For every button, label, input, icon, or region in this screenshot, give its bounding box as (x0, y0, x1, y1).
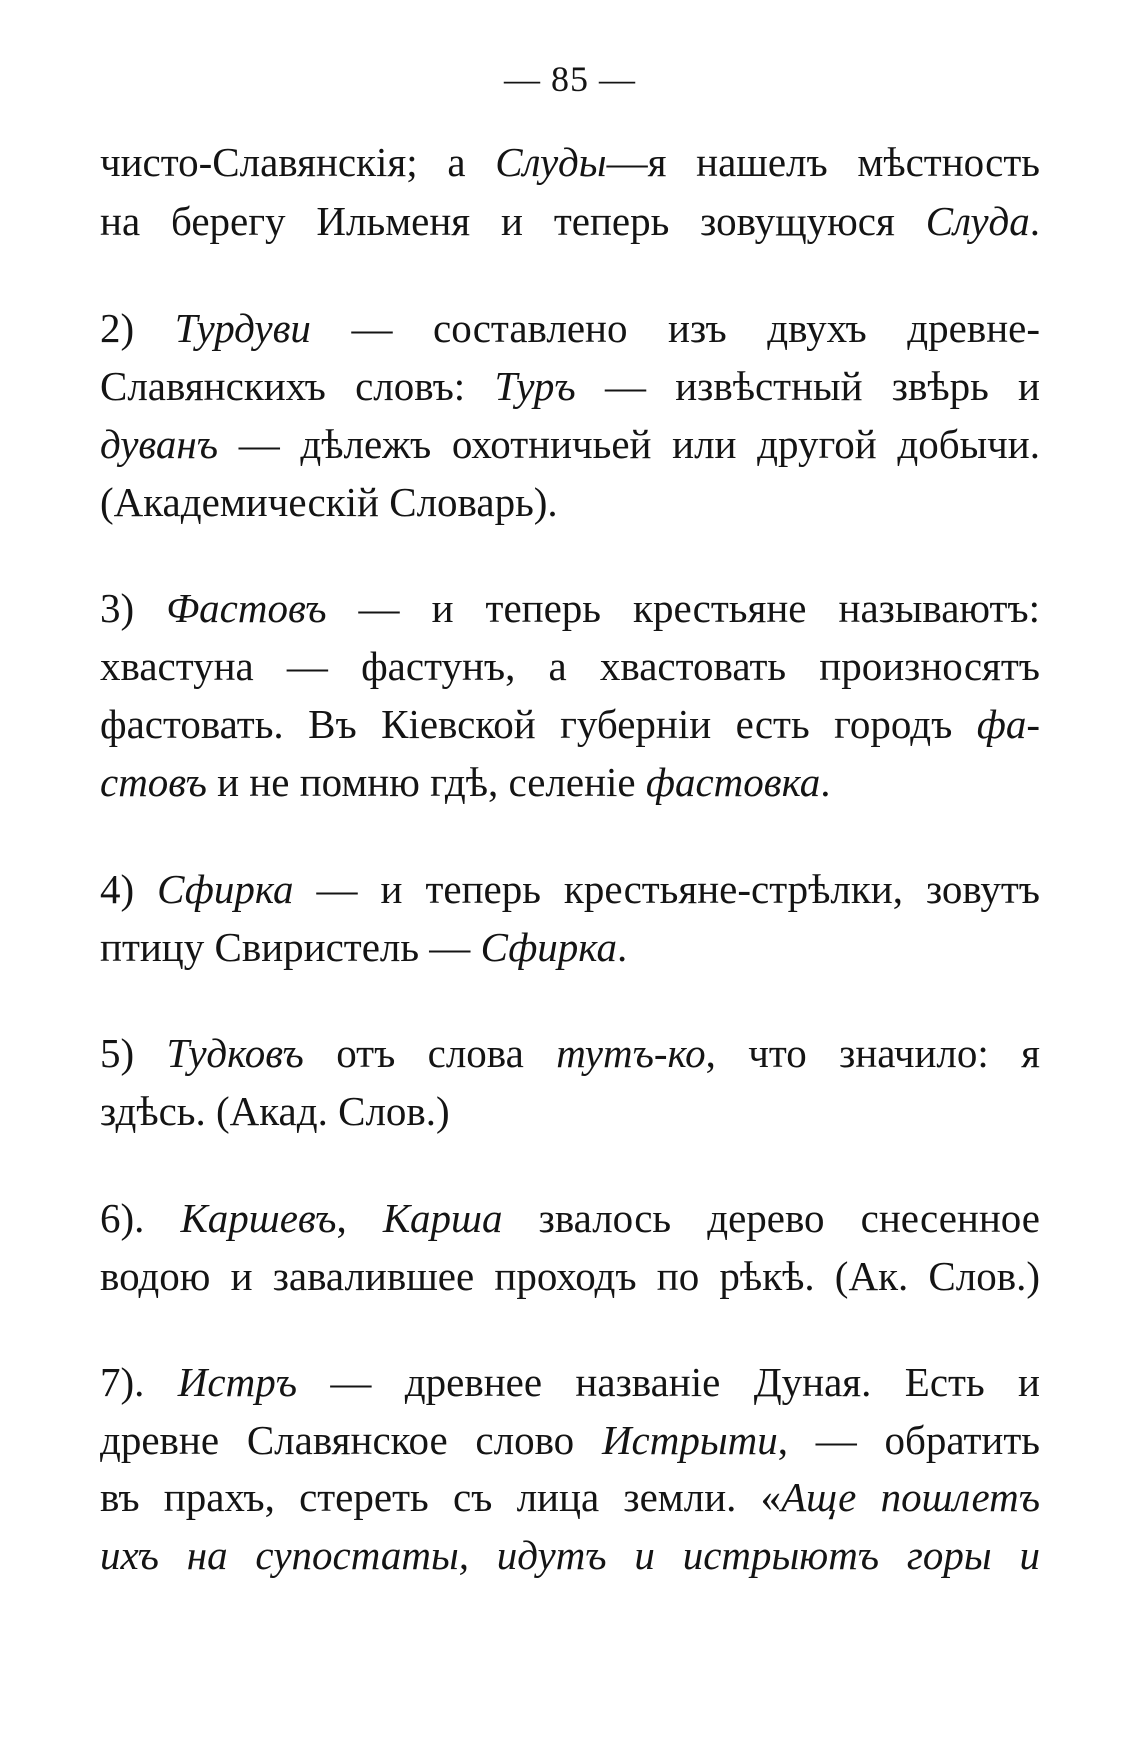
text-run: на берегу Ильменя и теперь зовущуюся (100, 198, 926, 244)
text-run: въ прахъ, стереть съ лица земли. « (100, 1474, 782, 1520)
italic-term: Каршевъ (180, 1195, 337, 1241)
italic-term: Турдуви (174, 305, 311, 351)
text-run: , — обратить (777, 1417, 1040, 1463)
text-run: — извѣстный звѣрь и (575, 363, 1040, 409)
italic-term: Слуды (495, 139, 607, 185)
italic-term: Истръ (177, 1359, 297, 1405)
italic-term: фастовка (645, 759, 821, 805)
text-run: водою и завалившее проходъ по рѣкѣ. (Ак. Слов.) (100, 1253, 1040, 1299)
text-run: — и теперь крестьяне-стрѣлки, зовутъ (293, 866, 1040, 912)
text-line (100, 861, 1040, 917)
text-run: звалось дерево снесенное (502, 1195, 1040, 1241)
text-run: — дѣлежъ охотничьей или другой добычи. (218, 421, 1040, 467)
text-run: древне Славянское слово (100, 1417, 602, 1463)
item-number: 6). (100, 1195, 181, 1241)
text-line (100, 1412, 1040, 1468)
italic-quote: ихъ на супостаты, идутъ и истрыютъ горы и (100, 1532, 1040, 1578)
text-line (100, 580, 1040, 636)
text-line (100, 1083, 1040, 1139)
italic-term: Слуда (925, 198, 1030, 244)
text-line (100, 1354, 1040, 1410)
text-run: здѣсь. (Акад. Слов.) (100, 1088, 450, 1134)
text-line (100, 416, 1040, 472)
text-run: Славянскихъ словъ: (100, 363, 495, 409)
italic-term: Фастовъ (166, 585, 327, 631)
text-run: чисто-Славянскія; а (100, 139, 496, 185)
text-line (100, 193, 1040, 249)
text-run: — составлено изъ двухъ древне- (310, 305, 1040, 351)
text-run: — древнее названіе Дуная. Есть и (297, 1359, 1040, 1405)
item-number: 7). (100, 1359, 178, 1405)
text-line (100, 754, 1040, 810)
italic-term: Сфирка (157, 866, 294, 912)
italic-term: стовъ (100, 759, 207, 805)
text-line (100, 300, 1040, 356)
text-run: . (1029, 198, 1040, 244)
italic-term: Аще пошлетъ (781, 1474, 1041, 1520)
text-line (100, 134, 1040, 190)
item-number: 4) (100, 866, 158, 912)
text-line (100, 1527, 1040, 1583)
italic-term: Сфирка (480, 924, 617, 970)
text-run: (Академическій Словарь). (100, 479, 558, 525)
italic-term: дуванъ (100, 421, 219, 467)
text-run: . (616, 924, 628, 970)
italic-term: Тудковъ (166, 1030, 304, 1076)
text-run: хвастуна — фастунъ, а хвастовать произносятъ (100, 643, 1040, 689)
italic-term: Истрыти (601, 1417, 778, 1463)
text-line (100, 474, 1040, 530)
text-run: , (336, 1195, 383, 1241)
page-number: — 85 — (504, 59, 636, 99)
text-line (100, 1025, 1040, 1081)
italic-term: фа- (976, 701, 1040, 747)
italic-term: Карша (382, 1195, 503, 1241)
text-line (100, 638, 1040, 694)
text-run: , что значило: я (705, 1030, 1040, 1076)
text-run: . (820, 759, 831, 805)
text-line (100, 1190, 1040, 1246)
italic-term: тутъ-ко (556, 1030, 706, 1076)
text-run: отъ слова (303, 1030, 557, 1076)
item-number: 2) (100, 305, 175, 351)
text-line (100, 696, 1040, 752)
text-line (100, 358, 1040, 414)
text-line (100, 1248, 1040, 1304)
italic-term: Туръ (494, 363, 576, 409)
text-run: и не помню гдѣ, селеніе (206, 759, 646, 805)
text-run: —я нашелъ мѣстность (606, 139, 1040, 185)
text-run: — и теперь крестьяне называютъ: (326, 585, 1040, 631)
item-number: 3) (100, 585, 167, 631)
text-line (100, 919, 1040, 975)
item-number: 5) (100, 1030, 167, 1076)
text-run: птицу Свиристель — (100, 924, 481, 970)
text-run: фастовать. Въ Кіевской губерніи есть городъ (100, 701, 977, 747)
text-line (100, 1469, 1040, 1525)
